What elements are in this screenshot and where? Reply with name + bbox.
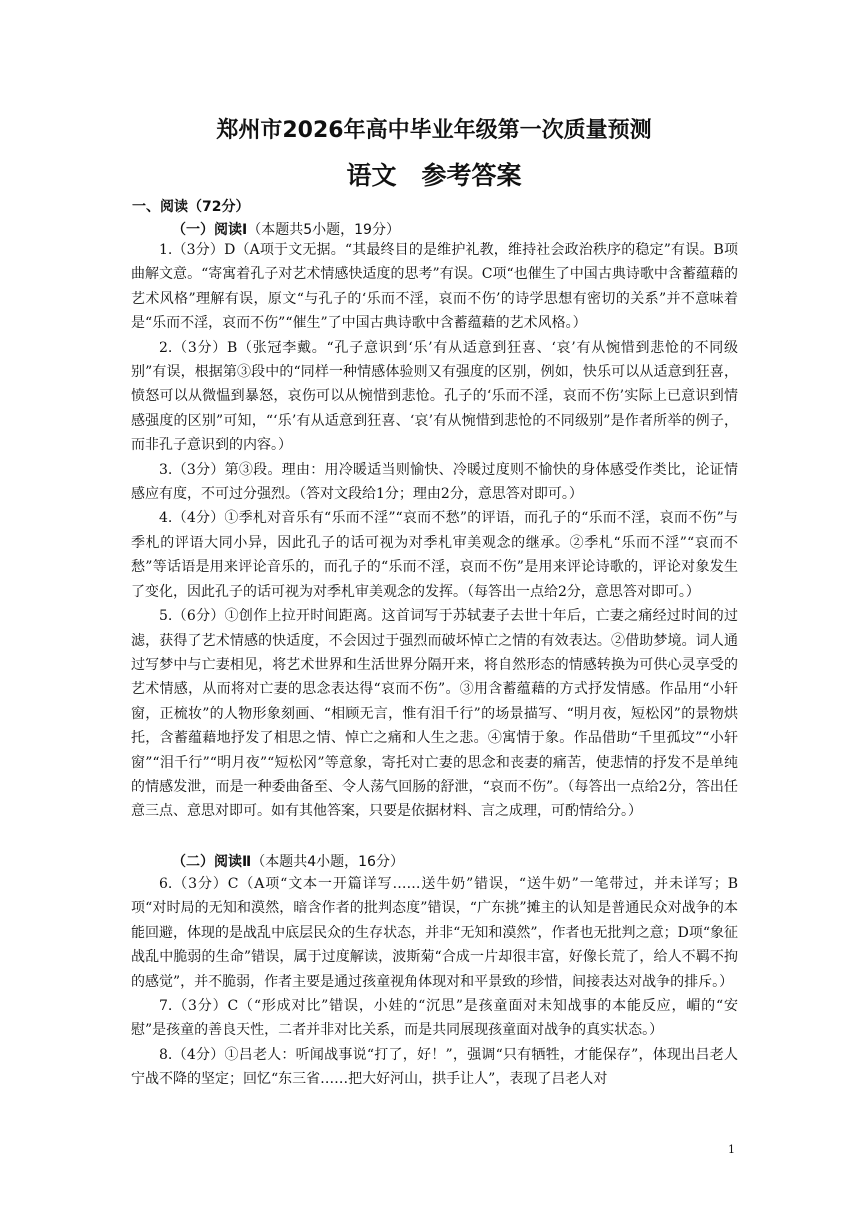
subsection-note: （本题共4小题，16分） (251, 854, 404, 870)
section-heading: 一、阅读（72分） (132, 199, 250, 215)
answer-paragraph: 4.（4分）①季札对音乐有“乐而不淫”“哀而不愁”的评语，而孔子的“乐而不淫，哀而不伤”与季札的评语大同小异，因此孔子的话可视为对季札审美观念的继承。②季札“乐而不淫”“哀而不愁”等话语是用来评论音乐的，而孔子的“乐而不淫，哀而不伤”是用来评论诗歌的，评论对象发生了变化，因此孔子的话可视为对季札审美观念的发挥。（每答出一点给2分，意思答对即可。） (131, 510, 738, 600)
answer-paragraph: 8.（4分）①吕老人：听闻战事说“打了，好！”，强调“只有牺牲，才能保存”，体现出吕老人宁战不降的坚定；回忆“东三省……把大好河山，拱手让人”，表现了吕老人对 (131, 1046, 738, 1088)
subsection-label: （一）阅读Ⅰ (172, 222, 248, 238)
answer-paragraph: 7.（3分）C（“形成对比”错误，小娃的“沉思”是孩童面对未知战事的本能反应，嵋的“安慰”是孩童的善良天性，二者并非对比关系，而是共同展现孩童面对战争的真实状态。） (131, 998, 738, 1039)
subsection-note: （本题共5小题，19分） (247, 222, 400, 238)
subsection-heading-2 (172, 851, 404, 871)
answers-part-2 (131, 872, 738, 1092)
answers-part-1 (131, 238, 738, 824)
subsection-heading-1 (172, 219, 400, 239)
answer-paragraph: 6.（3分）C（A项“文本一开篇详写……送牛奶”错误，“送牛奶”一笔带过，并未详写；B项“对时局的无知和漠然，暗含作者的批判态度”错误，“广东挑”摊主的认知是普通民众对战争的本能回避，体现的是战乱中底层民众的生存状态，并非“无知和漠然”，作者也无批判之意；D项“象征战乱中脆弱的生命”错误，属于过度解读，波斯菊“合成一片却很丰富，好像长荒了，给人不羁不拘的感觉”，并不脆弱，作者主要是通过孩童视角体现对和平景致的珍惜，间接表达对战争的排斥。） (131, 876, 738, 990)
answer-paragraph: 3.（3分）第③段。理由：用冷暖适当则愉快、冷暖过度则不愉快的身体感受作类比，论证情感应有度，不可过分强烈。（答对文段给1分；理由2分，意思答对即可。） (131, 461, 738, 503)
subsection-label: （二）阅读Ⅱ (172, 854, 252, 870)
answer-paragraph: 2.（3分）B（张冠李戴。“孔子意识到‘乐’有从适意到狂喜、‘哀’有从惋惜到悲怆的不同级别”有误，根据第③段中的“同样一种情感体验则又有强度的区别，例如，快乐可以从适意到狂喜，愤怒可以从微愠到暴怒，哀伤可以从惋惜到悲怆。孔子的‘乐而不淫，哀而不伤’实际上已意识到情感强度的区别”可知，“‘乐’有从适意到狂喜、‘哀’有从惋惜到悲怆的不同级别”是作者所举的例子，而非孔子意识到的内容。） (131, 339, 738, 454)
document-subtitle: 语文 参考答案 (346, 161, 522, 190)
document-title: 郑州市2026年高中毕业年级第一次质量预测 (216, 118, 652, 143)
page-number: 1 (728, 1143, 735, 1156)
answer-paragraph: 5.（6分）①创作上拉开时间距离。这首词写于苏轼妻子去世十年后，亡妻之痛经过时间的过滤，获得了艺术情感的快适度，不会因过于强烈而破坏悼亡之情的有效表达。②借助梦境。词人通过写梦中与亡妻相见，将艺术世界和生活世界分隔开来，将自然形态的情感转换为可供心灵享受的艺术情感，从而将对亡妻的思念表达得“哀而不伤”。③用含蓄蕴藉的方式抒发情感。作品用“小轩窗，正梳妆”的人物形象刻画、“相顾无言，惟有泪千行”的场景描写、“明月夜，短松冈”的景物烘托，含蓄蕴藉地抒发了相思之情、悼亡之痛和人生之悲。④寓情于象。作品借助“千里孤坟”“小轩窗”“泪千行”“明月夜”“短松冈”等意象，寄托对亡妻的思念和丧妻的痛苦，使悲情的抒发不是单纯的情感发泄，而是一种委曲备至、令人荡气回肠的舒泄，“哀而不伤”。（每答出一点给2分，答出任意三点、意思对即可。如有其他答案，只要是依据材料、言之成理，可酌情给分。） (131, 608, 738, 820)
answer-paragraph: 1.（3分）D（A项于文无据。“其最终目的是维护礼教，维持社会政治秩序的稳定”有误。B项曲解文意。“寄寓着孔子对艺术情感快适度的思考”有误。C项“也催生了中国古典诗歌中含蓄蕴藉的艺术风格”理解有误，原文“与孔子的‘乐而不淫，哀而不伤’的诗学思想有密切的关系”并不意味着是“乐而不淫，哀而不伤”“催生”了中国古典诗歌中含蓄蕴藉的艺术风格。） (131, 242, 738, 332)
